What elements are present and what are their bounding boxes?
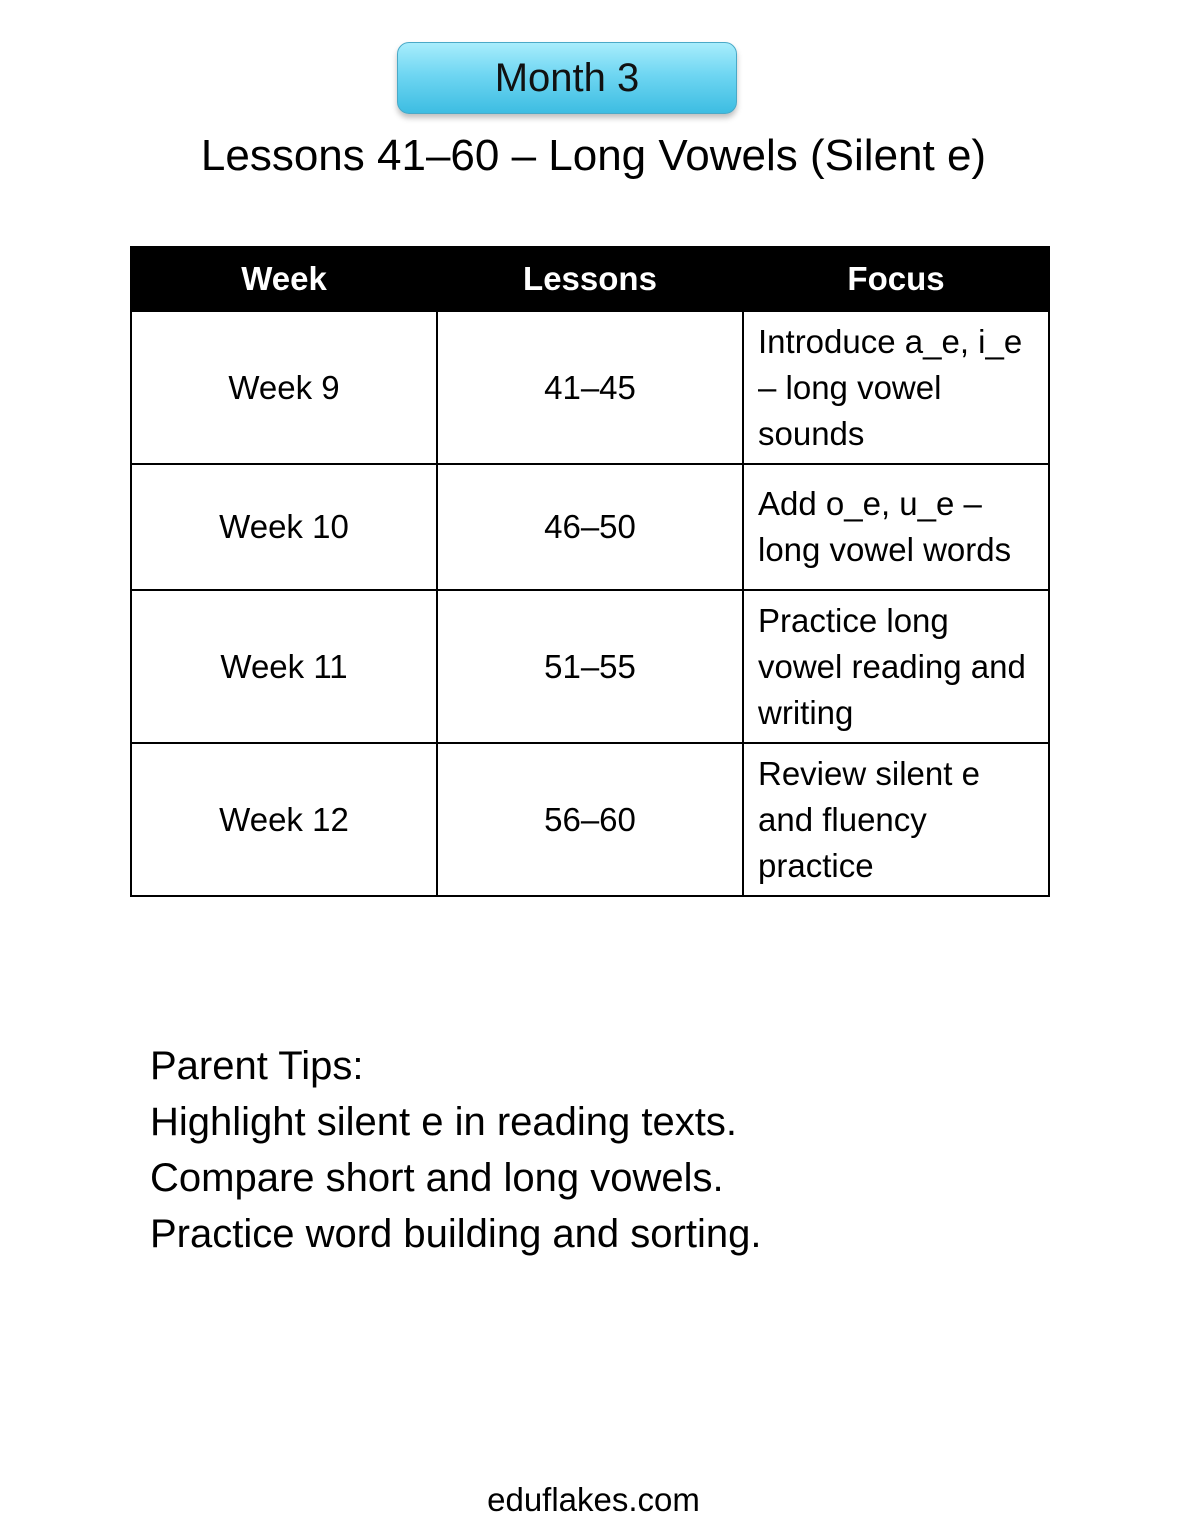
lessons-cell: 56–60 (437, 743, 743, 896)
month-badge (397, 42, 737, 114)
lessons-cell: 46–50 (437, 464, 743, 590)
footer-site-name: eduflakes.com (487, 1481, 700, 1518)
lessons-cell: 41–45 (437, 311, 743, 464)
week-cell: Week 10 (131, 464, 437, 590)
week-cell: Week 11 (131, 590, 437, 743)
parent-tips-heading: Parent Tips: (150, 1044, 364, 1088)
header-focus: Focus (743, 247, 1049, 311)
week-cell: Week 12 (131, 743, 437, 896)
schedule-table (130, 246, 1050, 897)
header-week: Week (131, 247, 437, 311)
parent-tip-item: Highlight silent e in reading texts. (150, 1100, 737, 1144)
parent-tips (150, 1038, 1050, 1262)
table-header-row (131, 247, 1049, 311)
focus-cell: Introduce a_e, i_e – long vowel sounds (743, 311, 1049, 464)
focus-cell: Review silent e and fluency practice (743, 743, 1049, 896)
week-cell: Week 9 (131, 311, 437, 464)
month-badge-label: Month 3 (494, 55, 640, 100)
parent-tip-item: Compare short and long vowels. (150, 1156, 724, 1200)
parent-tip-item: Practice word building and sorting. (150, 1212, 762, 1256)
lessons-subtitle: Lessons 41–60 – Long Vowels (Silent e) (200, 131, 987, 180)
table-row (131, 311, 1049, 464)
lessons-cell: 51–55 (437, 590, 743, 743)
table-row (131, 464, 1049, 590)
table-row (131, 743, 1049, 896)
focus-cell: Practice long vowel reading and writing (743, 590, 1049, 743)
table-row (131, 590, 1049, 743)
header-lessons: Lessons (437, 247, 743, 311)
focus-cell: Add o_e, u_e – long vowel words (743, 464, 1049, 590)
